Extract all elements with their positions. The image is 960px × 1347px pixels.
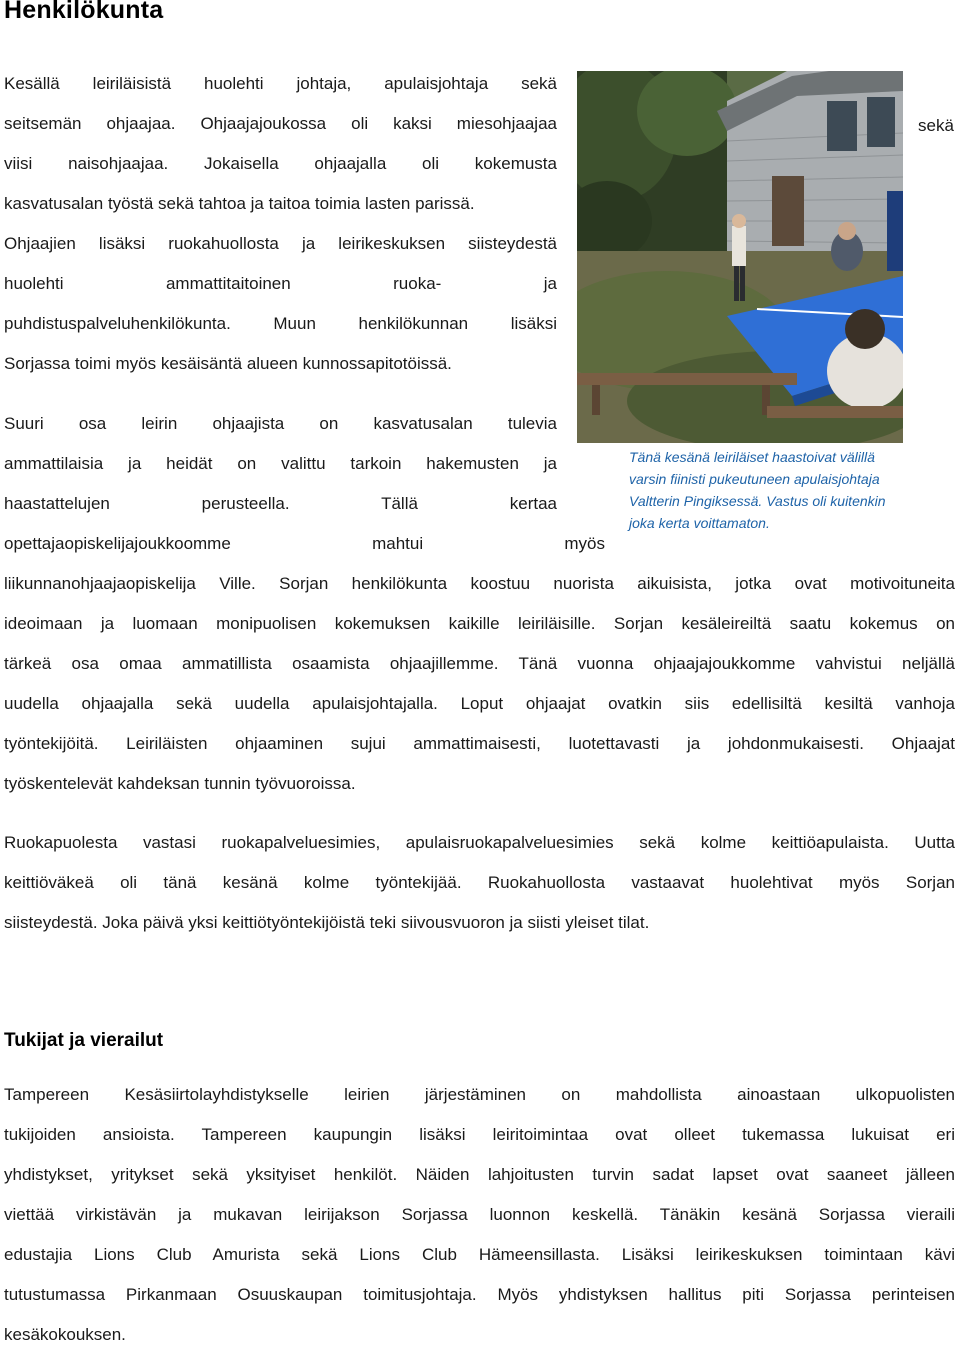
text-line: tukijoiden ansioista. Tampereen kaupungin lisäksi leiritoimintaa ovat olleet tukemassa lukuisat eri: [4, 1125, 955, 1144]
text-line: puhdistuspalveluhenkilökunta. Muun henkilökunnan lisäksi: [4, 314, 557, 333]
text-line: edustajia Lions Club Amurista sekä Lions Club Hämeensillasta. Lisäksi leirikeskuksen toimintaan kävi: [4, 1245, 955, 1264]
text-line: viettää virkistävän ja mukavan leirijakson Sorjassa luonnon keskellä. Tänäkin kesänä Sorjassa vieraili: [4, 1205, 955, 1224]
text-line: liikunnanohjaajaopiskelija Ville. Sorjan henkilökunta koostuu nuorista aikuisista, jotka ovat motivoituneita: [4, 574, 955, 593]
caption-line: joka kerta voittamaton.: [629, 515, 770, 531]
text-line: keittiöväkeä oli tänä kesänä kolme työntekijää. Ruokahuollosta vastaavat huolehtivat myös Sorjan: [4, 873, 955, 892]
text-line: tärkeä osa omaa ammatillista osaamista ohjaajillemme. Tänä vuonna ohjaajajoukkomme vahvistui neljällä: [4, 654, 955, 673]
text-line: Tampereen Kesäsiirtolayhdistykselle leirien järjestäminen on mahdollista ainoastaan ulkopuolisten: [4, 1085, 955, 1104]
text-line: tutustumassa Pirkanmaan Osuuskaupan toimitusjohtaja. Myös yhdistyksen hallitus piti Sorjassa perinteisen: [4, 1285, 955, 1304]
text-line: ideoimaan ja luomaan monipuolisen kokemuksen kaikille leiriläisille. Sorjan kesäleireiltä saatu kokemus on: [4, 614, 955, 633]
text-line: työntekijöitä. Leiriläisten ohjaaminen sujui ammattimaisesti, luotettavasti ja johdonmukaisesti. Ohjaajat: [4, 734, 955, 753]
section-heading: Tukijat ja vierailut: [4, 1030, 164, 1051]
text-line: viisi naisohjaajaa. Jokaisella ohjaajalla oli kokemusta: [4, 154, 557, 173]
text-line: yhdistykset, yritykset sekä yksityiset henkilöt. Näiden lahjoitusten turvin sadat lapset ovat saaneet jälleen: [4, 1165, 955, 1184]
caption-line: Tänä kesänä leiriläiset haastoivat välillä: [629, 449, 875, 465]
text-line: työskentelevät kahdeksan tunnin työvuoroissa.: [4, 774, 356, 793]
text-line: uudella ohjaajalla sekä uudella apulaisjohtajalla. Loput ohjaajat ovatkin siis edellisiltä kesiltä vanhoja: [4, 694, 955, 713]
text-line: seitsemän ohjaajaa. Ohjaajajoukossa oli kaksi miesohjaajaa: [4, 114, 557, 133]
photo-table-tennis: [577, 71, 903, 443]
page-title: Henkilökunta: [4, 0, 164, 24]
text-line: kesäkokouksen.: [4, 1325, 126, 1344]
caption-line: Valtterin Pingiksessä. Vastus oli kuitenkin: [629, 493, 886, 509]
text-line: Ruokapuolesta vastasi ruokapalveluesimies, apulaisruokapalveluesimies sekä kolme keittiöapulaista. Uutta: [4, 833, 955, 852]
photo-caption: [629, 446, 939, 534]
wrapped-word: sekä: [918, 116, 954, 135]
text-line: huolehti ammattitaitoinen ruoka- ja: [4, 274, 557, 293]
text-line: Sorjassa toimi myös kesäisäntä alueen kunnossapitotöissä.: [4, 354, 452, 373]
text-line: opettajaopiskelijajoukkoomme mahtui myös: [4, 534, 605, 553]
text-line: siisteydestä. Joka päivä yksi keittiötyöntekijöistä teki siivousvuoron ja siisti yleiset tilat.: [4, 913, 650, 932]
caption-line: varsin fiinisti pukeutuneen apulaisjohtaja: [629, 471, 880, 487]
text-line: haastattelujen perusteella. Tällä kertaa: [4, 494, 557, 513]
text-line: Kesällä leiriläisistä huolehti johtaja, apulaisjohtaja sekä: [4, 74, 557, 93]
text-line: kasvatusalan työstä sekä tahtoa ja taitoa toimia lasten parissä.: [4, 194, 475, 213]
text-line: ammattilaisia ja heidät on valittu tarkoin hakemusten ja: [4, 454, 557, 473]
text-line: Ohjaajien lisäksi ruokahuollosta ja leirikeskuksen siisteydestä: [4, 234, 557, 253]
text-line: Suuri osa leirin ohjaajista on kasvatusalan tulevia: [4, 414, 557, 433]
